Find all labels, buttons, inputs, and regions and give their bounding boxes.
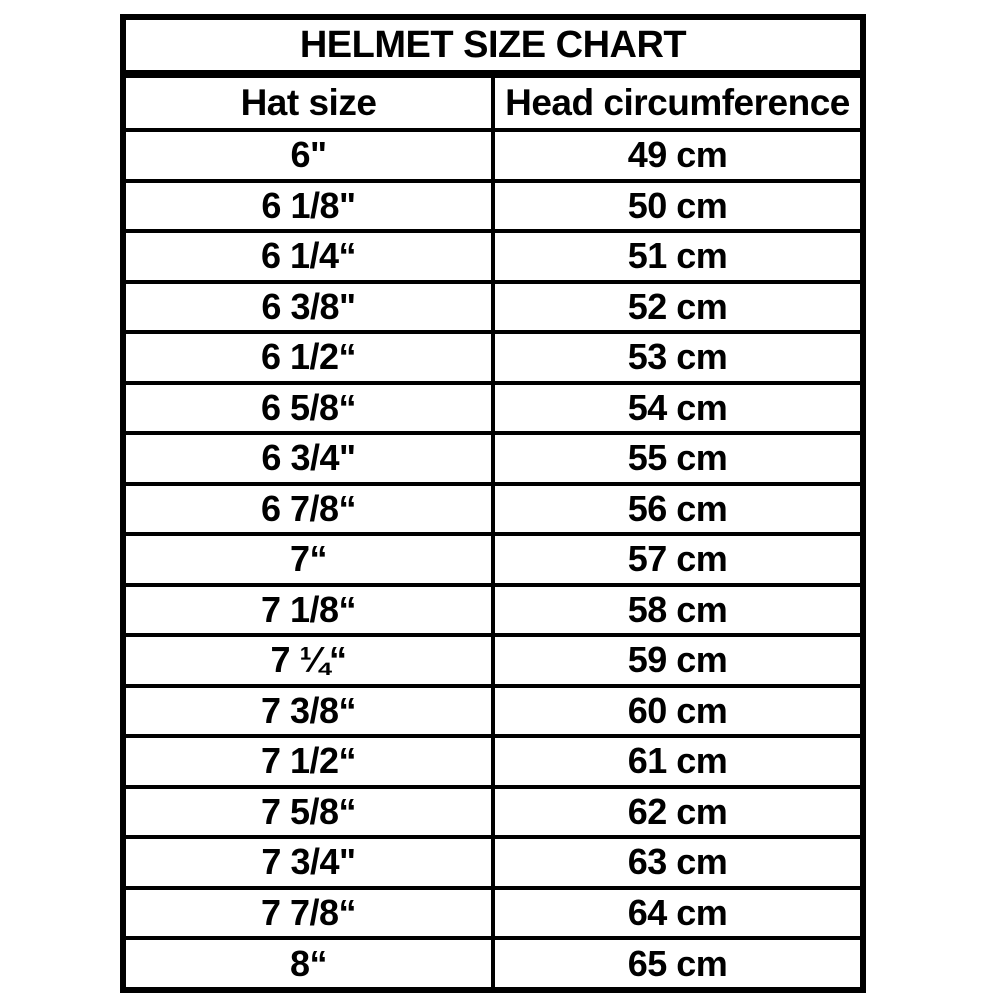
table-row: [123, 787, 863, 838]
table-row: [123, 635, 863, 686]
table-row: [123, 130, 863, 181]
hat-size-cell: 7 3/4": [123, 837, 493, 888]
table-row: [123, 383, 863, 434]
chart-title: HELMET SIZE CHART: [123, 17, 863, 74]
hat-size-cell: 7 1/8“: [123, 585, 493, 636]
header-row: [123, 74, 863, 130]
table-row: [123, 585, 863, 636]
table-row: [123, 181, 863, 232]
table-row: [123, 736, 863, 787]
head-circumference-cell: 62 cm: [493, 787, 863, 838]
head-circumference-cell: 63 cm: [493, 837, 863, 888]
hat-size-cell: 6 1/2“: [123, 332, 493, 383]
table-row: [123, 332, 863, 383]
head-circumference-cell: 55 cm: [493, 433, 863, 484]
head-circumference-cell: 53 cm: [493, 332, 863, 383]
head-circumference-cell: 61 cm: [493, 736, 863, 787]
head-circumference-cell: 56 cm: [493, 484, 863, 535]
hat-size-cell: 7 5/8“: [123, 787, 493, 838]
table-row: [123, 433, 863, 484]
hat-size-cell: 8“: [123, 938, 493, 990]
helmet-size-table: [120, 14, 866, 993]
head-circumference-cell: 60 cm: [493, 686, 863, 737]
table-body: [123, 130, 863, 990]
title-row: [123, 17, 863, 74]
hat-size-cell: 7 1/2“: [123, 736, 493, 787]
table-row: [123, 888, 863, 939]
head-circumference-cell: 64 cm: [493, 888, 863, 939]
head-circumference-cell: 58 cm: [493, 585, 863, 636]
hat-size-cell: 6 3/4": [123, 433, 493, 484]
hat-size-cell: 7 3/8“: [123, 686, 493, 737]
head-circumference-cell: 51 cm: [493, 231, 863, 282]
head-circumference-cell: 52 cm: [493, 282, 863, 333]
head-circumference-cell: 50 cm: [493, 181, 863, 232]
column-header-head-circumference: Head circumference: [493, 74, 863, 130]
hat-size-cell: 7 ¼“: [123, 635, 493, 686]
head-circumference-cell: 57 cm: [493, 534, 863, 585]
hat-size-cell: 7 7/8“: [123, 888, 493, 939]
hat-size-cell: 6 3/8": [123, 282, 493, 333]
hat-size-cell: 6": [123, 130, 493, 181]
table-row: [123, 484, 863, 535]
table-row: [123, 534, 863, 585]
head-circumference-cell: 59 cm: [493, 635, 863, 686]
hat-size-cell: 6 7/8“: [123, 484, 493, 535]
hat-size-cell: 7“: [123, 534, 493, 585]
hat-size-cell: 6 1/4“: [123, 231, 493, 282]
head-circumference-cell: 54 cm: [493, 383, 863, 434]
table-row: [123, 938, 863, 990]
column-header-hat-size: Hat size: [123, 74, 493, 130]
hat-size-cell: 6 1/8": [123, 181, 493, 232]
head-circumference-cell: 65 cm: [493, 938, 863, 990]
table-row: [123, 837, 863, 888]
head-circumference-cell: 49 cm: [493, 130, 863, 181]
table-row: [123, 231, 863, 282]
hat-size-cell: 6 5/8“: [123, 383, 493, 434]
table-row: [123, 686, 863, 737]
table-row: [123, 282, 863, 333]
